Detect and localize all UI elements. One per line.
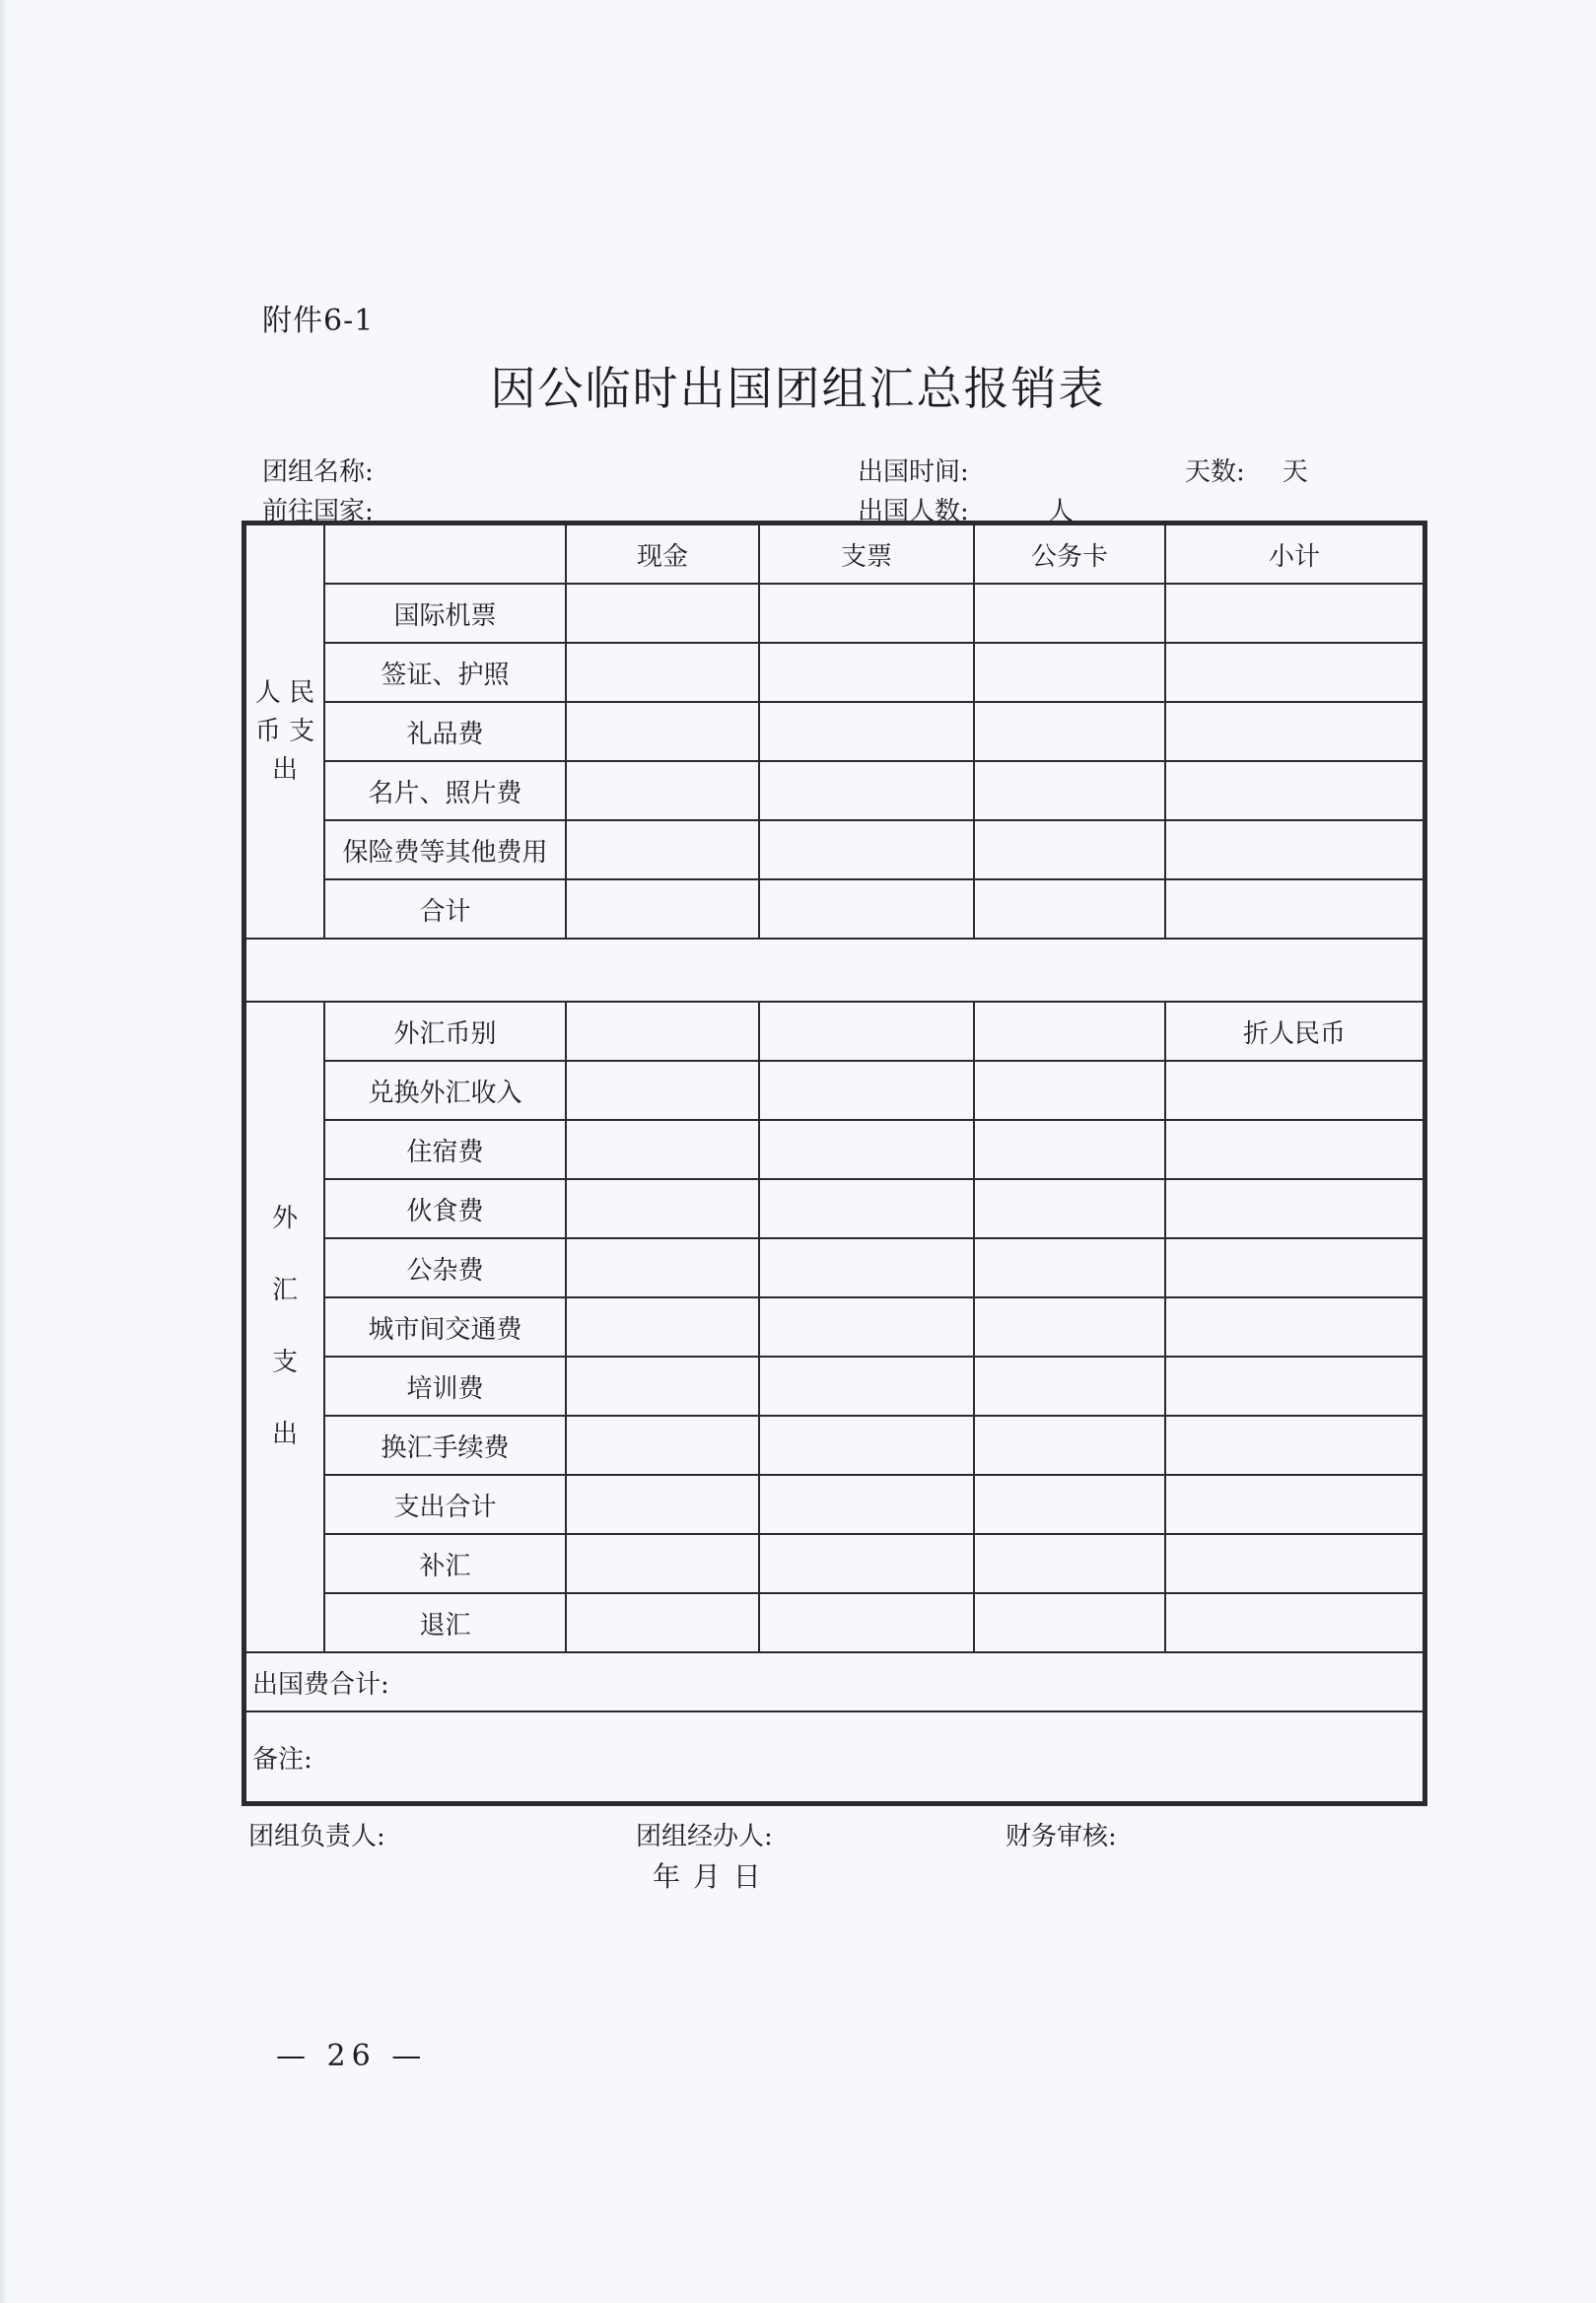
cell[interactable] <box>974 820 1165 879</box>
expense-table <box>242 521 1427 1806</box>
cell[interactable] <box>974 761 1165 820</box>
table-header-row <box>245 524 1423 584</box>
table-row <box>245 761 1423 820</box>
days-field <box>1185 452 1308 488</box>
cell[interactable] <box>566 643 759 702</box>
table-row <box>245 1120 1423 1179</box>
cell[interactable] <box>1165 761 1423 820</box>
cell[interactable] <box>566 879 759 939</box>
table-row <box>245 1475 1423 1534</box>
group-name-label: 团组名称: <box>262 457 374 487</box>
cell[interactable] <box>566 820 759 879</box>
cell[interactable] <box>1165 1179 1423 1238</box>
handler-signature: 团组经办人: <box>636 1822 773 1851</box>
cell[interactable] <box>566 1002 759 1061</box>
cell[interactable] <box>974 1475 1165 1534</box>
separator-cell <box>245 939 1423 1002</box>
cell[interactable] <box>974 1238 1165 1297</box>
column-header: 现金 <box>566 524 759 584</box>
cell[interactable] <box>759 1297 974 1357</box>
notes-row <box>245 1711 1423 1802</box>
attachment-label: 附件6-1 <box>262 304 375 338</box>
cell[interactable] <box>1165 1120 1423 1179</box>
cell[interactable] <box>759 1475 974 1534</box>
cell[interactable] <box>1165 1416 1423 1475</box>
cell[interactable] <box>759 1238 974 1297</box>
table-row <box>245 879 1423 939</box>
cell[interactable] <box>566 1416 759 1475</box>
cell[interactable] <box>759 1534 974 1593</box>
row-label: 保险费等其他费用 <box>324 820 566 879</box>
table-row <box>245 702 1423 761</box>
days-unit: 天 <box>1282 457 1308 487</box>
cell[interactable] <box>1165 879 1423 939</box>
cell[interactable] <box>974 1297 1165 1357</box>
notes-label[interactable]: 备注: <box>245 1711 1423 1802</box>
cell[interactable] <box>759 1002 974 1061</box>
cell[interactable] <box>1165 1475 1423 1534</box>
column-header: 小计 <box>1165 524 1423 584</box>
cell[interactable] <box>566 1061 759 1120</box>
row-label: 外汇币别 <box>324 1002 566 1061</box>
days-label: 天数: <box>1185 457 1245 487</box>
time-label: 出国时间: <box>858 457 969 487</box>
cell[interactable] <box>759 1061 974 1120</box>
row-label: 公杂费 <box>324 1238 566 1297</box>
page-edge <box>0 0 8 2303</box>
cell[interactable] <box>1165 1297 1423 1357</box>
row-label: 兑换外汇收入 <box>324 1061 566 1120</box>
separator-row <box>245 939 1423 1002</box>
form-title: 因公临时出国团组汇总报销表 <box>490 362 1106 415</box>
country-label: 前往国家: <box>262 497 374 526</box>
cell[interactable] <box>759 761 974 820</box>
cell[interactable] <box>566 702 759 761</box>
row-label: 支出合计 <box>324 1475 566 1534</box>
cell[interactable] <box>759 1416 974 1475</box>
cell[interactable] <box>974 643 1165 702</box>
row-label: 礼品费 <box>324 702 566 761</box>
row-label: 合计 <box>324 879 566 939</box>
column-header: 公务卡 <box>974 524 1165 584</box>
table-row <box>245 1238 1423 1297</box>
cell[interactable] <box>566 761 759 820</box>
row-label: 国际机票 <box>324 584 566 643</box>
cell[interactable] <box>759 643 974 702</box>
cell[interactable] <box>566 1475 759 1534</box>
header-empty <box>324 524 566 584</box>
page-number: — 26 — <box>276 2039 428 2073</box>
cell[interactable] <box>974 1120 1165 1179</box>
cell[interactable] <box>566 1357 759 1416</box>
table-row <box>245 1297 1423 1357</box>
cell[interactable] <box>759 1593 974 1652</box>
people-label: 出国人数: <box>858 497 969 526</box>
cell[interactable] <box>974 1179 1165 1238</box>
cell[interactable] <box>974 1534 1165 1593</box>
cell[interactable] <box>1165 1534 1423 1593</box>
row-label: 城市间交通费 <box>324 1297 566 1357</box>
row-label: 伙食费 <box>324 1179 566 1238</box>
cell[interactable] <box>974 1357 1165 1416</box>
table-row <box>245 1593 1423 1652</box>
cell[interactable] <box>1165 1238 1423 1297</box>
cell[interactable] <box>974 1593 1165 1652</box>
table-row <box>245 584 1423 643</box>
total-row <box>245 1652 1423 1711</box>
row-label: 住宿费 <box>324 1120 566 1179</box>
cell[interactable] <box>566 584 759 643</box>
cell[interactable] <box>759 1357 974 1416</box>
cell[interactable] <box>974 702 1165 761</box>
cell[interactable] <box>759 702 974 761</box>
cell[interactable] <box>566 1179 759 1238</box>
cell[interactable] <box>1165 584 1423 643</box>
leader-signature: 团组负责人: <box>248 1822 385 1851</box>
cell[interactable] <box>759 820 974 879</box>
row-label: 名片、照片费 <box>324 761 566 820</box>
table-row <box>245 1061 1423 1120</box>
rmb-group-label: 人 民 币 支 出 <box>245 524 324 939</box>
fx-header-row <box>245 1002 1423 1061</box>
table-row <box>245 1357 1423 1416</box>
cell[interactable] <box>759 879 974 939</box>
cell[interactable] <box>566 1297 759 1357</box>
cell[interactable] <box>974 1061 1165 1120</box>
cell[interactable] <box>566 1120 759 1179</box>
cell[interactable] <box>974 1002 1165 1061</box>
table-row <box>245 1534 1423 1593</box>
cell[interactable] <box>566 1593 759 1652</box>
row-label: 换汇手续费 <box>324 1416 566 1475</box>
table-row <box>245 643 1423 702</box>
cell[interactable] <box>1165 702 1423 761</box>
cell[interactable] <box>1165 820 1423 879</box>
time-field <box>858 452 969 488</box>
row-label: 签证、护照 <box>324 643 566 702</box>
row-label: 补汇 <box>324 1534 566 1593</box>
table-row <box>245 1179 1423 1238</box>
cell[interactable] <box>974 879 1165 939</box>
cell[interactable] <box>566 1238 759 1297</box>
table-row <box>245 1416 1423 1475</box>
cell[interactable] <box>759 584 974 643</box>
row-label: 培训费 <box>324 1357 566 1416</box>
cell[interactable] <box>1165 1357 1423 1416</box>
table-row <box>245 820 1423 879</box>
cell[interactable] <box>974 584 1165 643</box>
group-name-field <box>262 452 374 488</box>
cell[interactable] <box>1165 1061 1423 1120</box>
cell[interactable] <box>974 1416 1165 1475</box>
total-label[interactable]: 出国费合计: <box>245 1652 1423 1711</box>
people-unit: 人 <box>1047 497 1074 526</box>
convert-header: 折人民币 <box>1165 1002 1423 1061</box>
date-line: 年 月 日 <box>653 1860 763 1893</box>
row-label: 退汇 <box>324 1593 566 1652</box>
finance-signature: 财务审核: <box>1006 1822 1117 1851</box>
cell[interactable] <box>566 1534 759 1593</box>
cell[interactable] <box>1165 643 1423 702</box>
fx-group-label: 外 汇 支 出 <box>245 1002 324 1652</box>
column-header: 支票 <box>759 524 974 584</box>
cell[interactable] <box>759 1120 974 1179</box>
cell[interactable] <box>759 1179 974 1238</box>
cell[interactable] <box>1165 1593 1423 1652</box>
